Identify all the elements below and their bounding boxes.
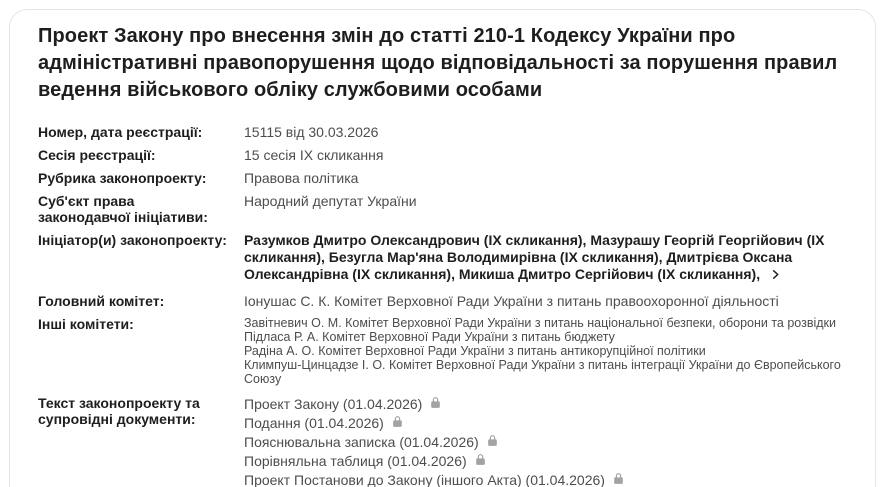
bill-fields [38, 124, 855, 487]
document-link[interactable] [244, 395, 442, 414]
field-value-registration: 15115 від 30.03.2026 [244, 124, 379, 140]
field-value-main-committee: Іонушас С. К. Комітет Верховної Ради України з питань правоохоронної діяльності [244, 293, 779, 309]
field-row-main-committee [38, 293, 855, 309]
committee-item: Радіна А. О. Комітет Верховної Ради України з питань антикорупційної політики [244, 344, 706, 358]
field-row-initiative-subject [38, 193, 855, 225]
field-row-initiators [38, 232, 855, 284]
field-label-rubric: Рубрика законопроекту: [38, 170, 207, 186]
committee-item: Підласа Р. А. Комітет Верховної Ради України з питань бюджету [244, 330, 615, 344]
lock-icon [474, 452, 487, 471]
document-link[interactable] [244, 414, 404, 433]
field-row-registration [38, 124, 855, 140]
field-value-initiative-subject: Народний депутат України [244, 193, 417, 209]
committee-item: Климпуш-Цинцадзе І. О. Комітет Верховної Ради України з питань інтеграції України до Європейського Союзу [244, 358, 841, 386]
document-link[interactable] [244, 471, 625, 487]
field-label-session: Сесія реєстрації: [38, 147, 156, 163]
field-label-documents: Текст законопроекту та супровідні документи: [38, 395, 200, 427]
field-label-other-committees: Інші комітети: [38, 316, 134, 332]
lock-icon [429, 395, 442, 414]
lock-icon [612, 471, 625, 487]
field-label-main-committee: Головний комітет: [38, 293, 165, 309]
document-title: Проект Закону (01.04.2026) [244, 396, 423, 412]
document-link[interactable] [244, 433, 499, 452]
document-title: Порівняльна таблиця (01.04.2026) [244, 453, 467, 469]
field-value-session: 15 сесія IX скликання [244, 147, 384, 163]
field-value-rubric: Правова політика [244, 170, 359, 186]
initiators-names: Разумков Дмитро Олександрович (ІХ скликання), Мазурашу Георгій Георгійович (ІХ скликання), Безугла Мар'яна Володимирівна (ІХ скликання), Дмитрієва Оксана Олександрівна (ІХ скликання), Микиша Дмитро Сергійович (ІХ скликання), [244, 232, 825, 282]
field-value-initiators [244, 232, 855, 284]
field-row-rubric [38, 170, 855, 186]
lock-icon [486, 433, 499, 452]
field-label-registration: Номер, дата реєстрації: [38, 124, 203, 140]
bill-title: Проект Закону про внесення змін до статті 210-1 Кодексу України про адміністративні правопорушення щодо відповідальності за порушення правил ведення військового обліку службовими особами [38, 25, 838, 101]
field-value-other-committees [244, 316, 855, 386]
field-label-initiators: Ініціатор(и) законопроекту: [38, 232, 227, 248]
committee-item: Завітневич О. М. Комітет Верховної Ради України з питань національної безпеки, оборони та розвідки [244, 316, 836, 330]
lock-icon [391, 414, 404, 433]
bill-card [9, 9, 876, 487]
field-row-other-committees [38, 316, 855, 386]
document-link[interactable] [244, 452, 487, 471]
documents-list [244, 395, 855, 487]
field-row-session [38, 147, 855, 163]
document-title: Проект Постанови до Закону (іншого Акта) (01.04.2026) [244, 472, 605, 487]
chevron-right-icon[interactable] [770, 267, 781, 284]
document-title: Пояснювальна записка (01.04.2026) [244, 434, 479, 450]
document-title: Подання (01.04.2026) [244, 415, 384, 431]
field-label-initiative-subject: Суб'єкт права законодавчої ініціативи: [38, 193, 208, 225]
field-row-documents [38, 395, 855, 487]
